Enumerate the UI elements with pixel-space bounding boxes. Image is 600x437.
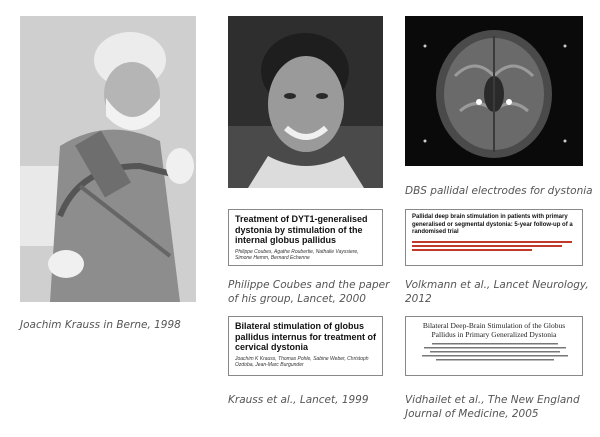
volkmann-paper-clipping [405,209,583,266]
coubes-paper-authors: Philippe Coubes, Agathe Roubertie, Nathalie Vayssiere, Simone Hemm, Bernard Echenne [235,248,359,261]
volkmann-authors-lines [412,240,578,254]
vidhailet-authors-lines [412,342,578,366]
krauss-photo-caption: Joachim Krauss in Berne, 1998 [20,319,181,331]
portrait-illustration [228,16,383,188]
krauss-paper-clipping [228,316,383,376]
krauss-photo [20,16,196,302]
krauss-paper-caption: Krauss et al., Lancet, 1999 [228,394,369,406]
mri-caption: DBS pallidal electrodes for dystonia [405,185,593,197]
coubes-paper-title: Treatment of DYT1-generalised dystonia by stimulation of the internal globus pallidus [235,214,368,245]
vidhailet-paper-clipping [405,316,583,376]
vidhailet-caption: Vidhailet et al., The New England Journal of Medicine, 2005 [405,394,580,420]
krauss-paper-title: Bilateral stimulation of globus pallidus internus for treatment of cervical dystonia [235,321,377,352]
mri-scan-photo [405,16,583,166]
mri-illustration [405,16,583,166]
coubes-paper-clipping [228,209,383,266]
vidhailet-paper-title: Bilateral Deep-Brain Stimulation of the Globus Pallidus in Primary Generalized Dystonia [422,321,566,339]
volkmann-caption: Volkmann et al., Lancet Neurology, 2012 [405,279,589,305]
surgeon-illustration [20,16,196,302]
coubes-photo [228,16,383,188]
krauss-paper-authors: Joachim K Krauss, Thomas Pohle, Sabine Weber, Christoph Ozdoba, Jean-Marc Burgunder [235,355,369,368]
coubes-caption: Philippe Coubes and the paper of his group, Lancet, 2000 [228,279,390,305]
volkmann-paper-title: Pallidal deep brain stimulation in patients with primary generalised or segmental dystonia: 5-year follow-up of a randomised trial [412,214,573,235]
